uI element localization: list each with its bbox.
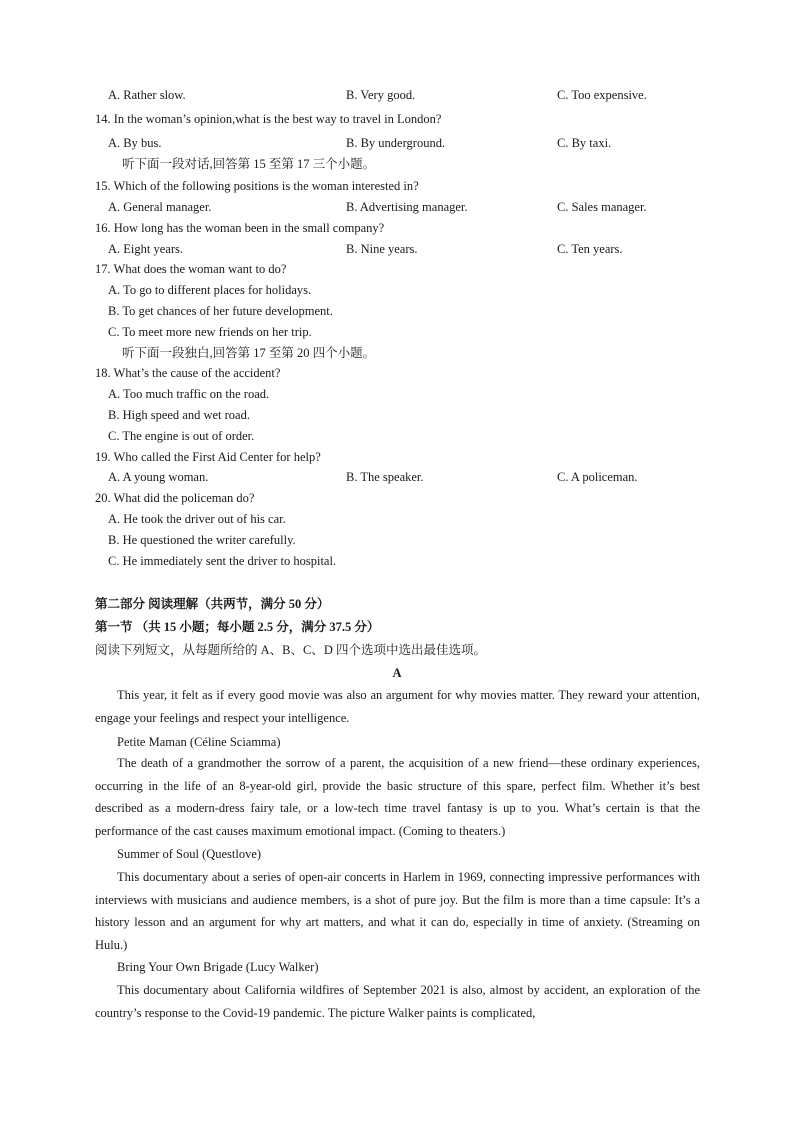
q14-option-c: C. By taxi.: [557, 136, 612, 150]
q18-option-a: A. Too much traffic on the road.: [108, 387, 270, 401]
film-paragraph-2: [95, 866, 700, 956]
q16-option-a: A. Eight years.: [108, 242, 183, 256]
q19-options: [0, 470, 794, 485]
q19-option-b: B. The speaker.: [346, 470, 424, 484]
q20-option-b: B. He questioned the writer carefully.: [108, 533, 296, 547]
q20-option-a: A. He took the driver out of his car.: [108, 512, 286, 526]
q20-option-c: C. He immediately sent the driver to hospital.: [108, 554, 337, 568]
film-text-1: The death of a grandmother the sorrow of a parent, the acquisition of a new friend—these ordinary experiences, occurring in the life of an 8-year-old girl, provide the basic structure of this spare, perfect film. Whether it’s best described as a modern-dress fairy tale, or a low-tech time travel fantasy is up to you. What’s certain is that the performance of the cast causes maximum emotional impact. (Coming to theaters.): [95, 756, 700, 838]
reading-instruction: 阅读下列短文，从每题所给的 A、B、C、D 四个选项中选出最佳选项。: [95, 643, 486, 657]
q16-stem: 16. How long has the woman been in the small company?: [95, 221, 385, 235]
q20-stem: 20. What did the policeman do?: [95, 491, 255, 505]
q13-option-a: A. Rather slow.: [108, 88, 186, 102]
instruction-18-20: 听下面一段独白,回答第 17 至第 20 四个小题。: [122, 346, 376, 360]
q16-options: [0, 242, 794, 257]
intro-paragraph-text: This year, it felt as if every good movie was also an argument for why movies matter. They reward your attention, engage your feelings and respect your intelligence.: [95, 688, 700, 725]
q15-stem: 15. Which of the following positions is the woman interested in?: [95, 179, 419, 193]
film-title-3: Bring Your Own Brigade (Lucy Walker): [117, 960, 319, 974]
passage-label: A: [392, 666, 402, 680]
film-text-3: This documentary about California wildfires of September 2021 is also, almost by accident, an exploration of the country’s response to the Covid-19 pandemic. The picture Walker paints is complicated,: [95, 983, 700, 1020]
q15-option-c: C. Sales manager.: [557, 200, 647, 214]
q14-options: [0, 136, 794, 151]
q17-stem: 17. What does the woman want to do?: [95, 262, 287, 276]
q18-stem: 18. What’s the cause of the accident?: [95, 366, 281, 380]
section1-heading: 第一节 （共 15 小题；每小题 2.5 分，满分 37.5 分）: [95, 620, 380, 634]
q17-option-a: A. To go to different places for holidays.: [108, 283, 312, 297]
q13-option-c: C. Too expensive.: [557, 88, 647, 102]
film-text-2: This documentary about a series of open-air concerts in Harlem in 1969, connecting impressive performances with interviews with musicians and audience members, is a shot of pure joy. But the film is more than a time capsule: It’s a history lesson and an argument for why art matters, and what it can do, especially in time of anxiety. (Streaming on Hulu.): [95, 870, 700, 952]
film-title-2: Summer of Soul (Questlove): [117, 847, 262, 861]
q17-option-c: C. To meet more new friends on her trip.: [108, 325, 312, 339]
intro-paragraph: [95, 684, 700, 729]
q19-option-c: C. A policeman.: [557, 470, 638, 484]
q14-stem: 14. In the woman’s opinion,what is the best way to travel in London?: [95, 112, 442, 126]
q15-option-b: B. Advertising manager.: [346, 200, 468, 214]
q13-option-b: B. Very good.: [346, 88, 416, 102]
q14-option-a: A. By bus.: [108, 136, 162, 150]
q15-option-a: A. General manager.: [108, 200, 212, 214]
film-paragraph-1: [95, 752, 700, 842]
q16-option-c: C. Ten years.: [557, 242, 623, 256]
q15-options: [0, 200, 794, 215]
q13-options: [0, 88, 794, 103]
q18-option-b: B. High speed and wet road.: [108, 408, 250, 422]
film-paragraph-3: [95, 979, 700, 1024]
q19-option-a: A. A young woman.: [108, 470, 209, 484]
q18-option-c: C. The engine is out of order.: [108, 429, 255, 443]
q17-option-b: B. To get chances of her future development.: [108, 304, 333, 318]
q16-option-b: B. Nine years.: [346, 242, 418, 256]
instruction-15-17: 听下面一段对话,回答第 15 至第 17 三个小题。: [122, 157, 376, 171]
film-title-1: Petite Maman (Céline Sciamma): [117, 735, 281, 749]
q14-option-b: B. By underground.: [346, 136, 446, 150]
part2-heading: 第二部分 阅读理解（共两节，满分 50 分）: [95, 597, 330, 611]
q19-stem: 19. Who called the First Aid Center for help?: [95, 450, 321, 464]
